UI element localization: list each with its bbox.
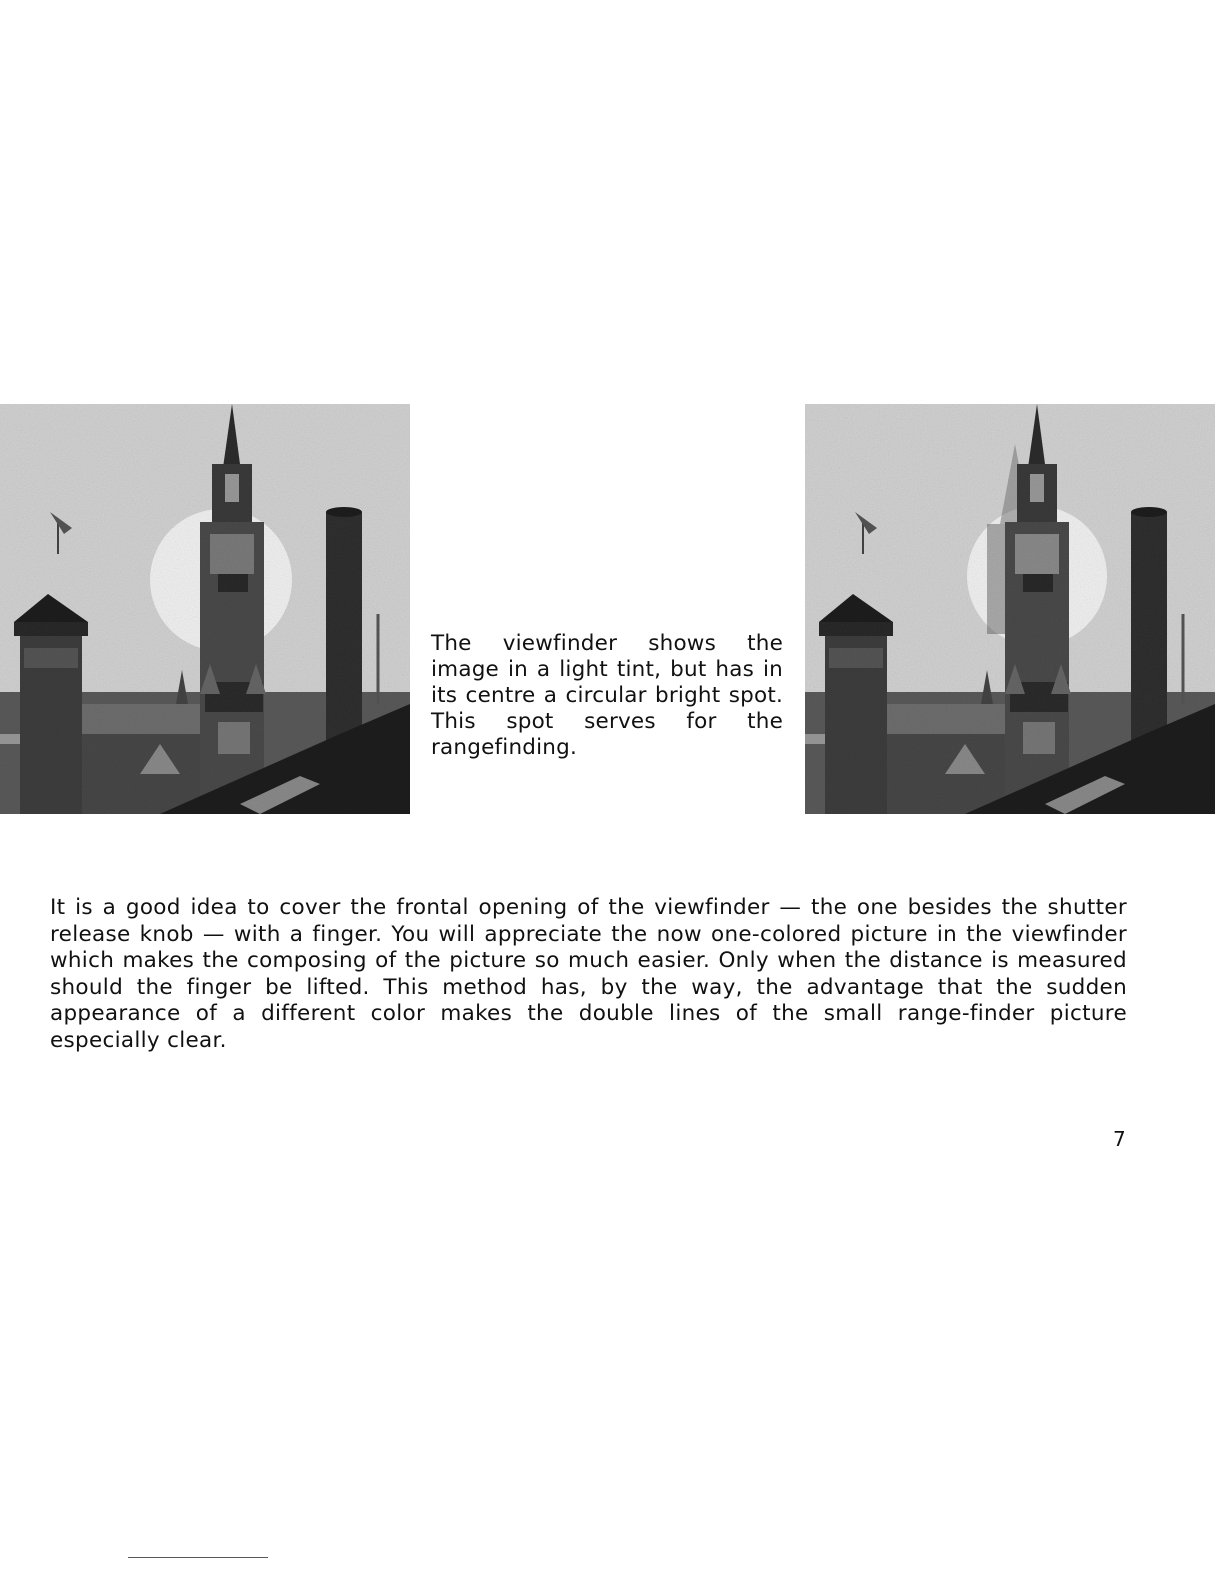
footer-rule bbox=[128, 1557, 268, 1558]
viewfinder-photo-left bbox=[0, 404, 410, 814]
photo-right-image bbox=[805, 404, 1215, 814]
page-number: 7 bbox=[1113, 1127, 1126, 1151]
viewfinder-photo-right bbox=[805, 404, 1215, 814]
body-paragraph: It is a good idea to cover the frontal opening of the viewfinder — the one besides the shutter release knob — with a finger. You will appreciate the now one-colored picture in the viewfinder which makes the composing of the picture so much easier. Only when the distance is measured should the finger be lifted. This method has, by the way, the advantage that the sudden appearance of a different color makes the double lines of the small range-finder picture especially clear. bbox=[50, 895, 1127, 1053]
photo-left-image bbox=[0, 404, 410, 814]
viewfinder-caption: The viewfinder shows the image in a light tint, but has in its centre a circular bright spot. This spot serves for the rangefinding. bbox=[431, 631, 783, 760]
